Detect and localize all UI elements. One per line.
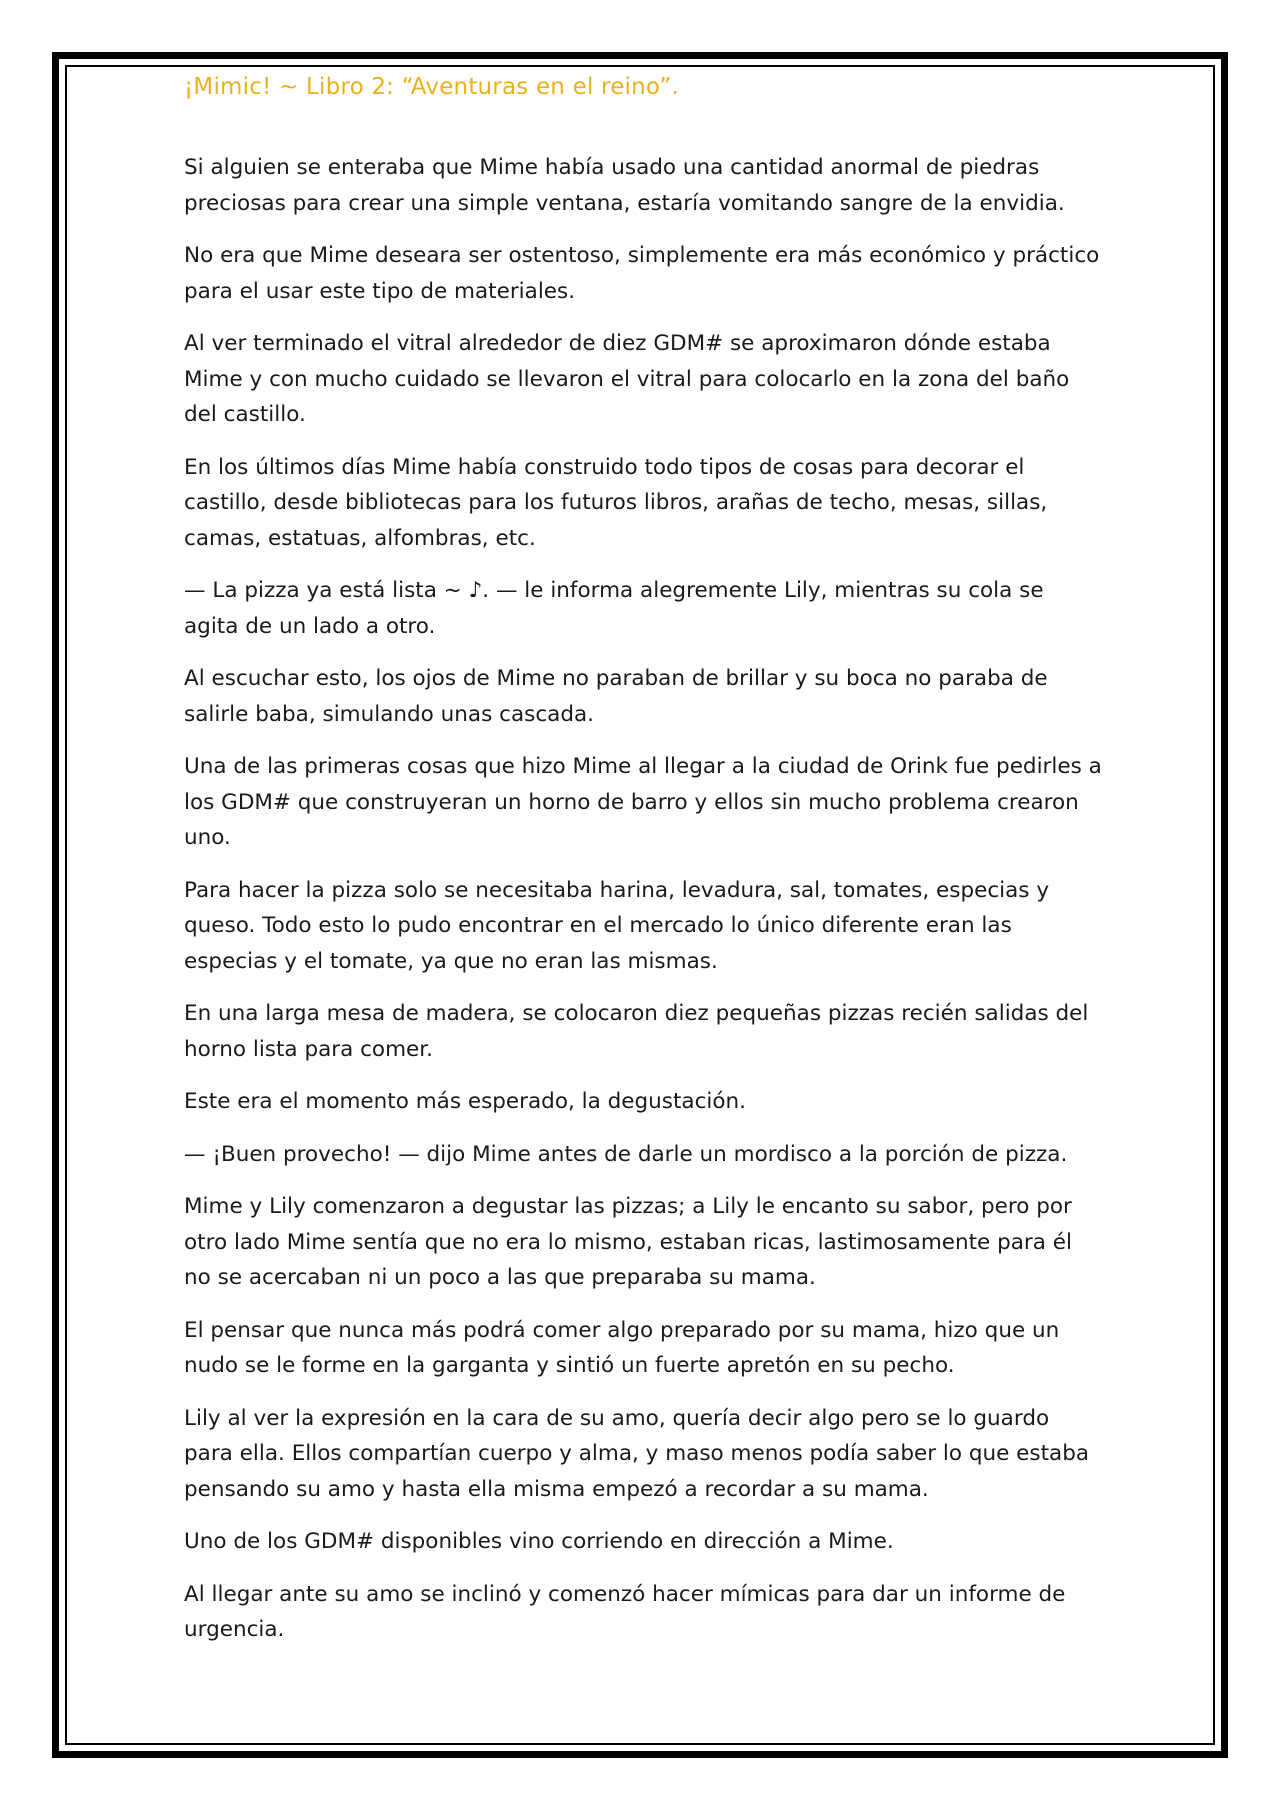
document-body xyxy=(184,150,1104,1665)
book-header-title: ¡Mimic! ~ Libro 2: “Aventuras en el reino”. xyxy=(184,74,679,100)
paragraph: En los últimos días Mime había construido todo tipos de cosas para decorar el castillo, desde bibliotecas para los futuros libros, arañas de techo, mesas, sillas, camas, estatuas, alfombras, etc. xyxy=(184,454,1048,551)
paragraph: Al escuchar esto, los ojos de Mime no paraban de brillar y su boca no paraba de salirle baba, simulando unas cascada. xyxy=(184,666,1048,727)
paragraph: Una de las primeras cosas que hizo Mime al llegar a la ciudad de Orink fue pedirles a los GDM# que construyeran un horno de barro y ellos sin mucho problema crearon uno. xyxy=(184,754,1102,850)
paragraph: Este era el momento más esperado, la degustación. xyxy=(184,1089,746,1114)
paragraph: — La pizza ya está lista ~ ♪. — le informa alegremente Lily, mientras su cola se agita de un lado a otro. xyxy=(184,578,1044,639)
paragraph: Mime y Lily comenzaron a degustar las pizzas; a Lily le encanto su sabor, pero por otro lado Mime sentía que no era lo mismo, estaban ricas, lastimosamente para él no se acercaban ni un poco a las que preparaba su mama. xyxy=(184,1194,1072,1290)
paragraph: Al llegar ante su amo se inclinó y comenzó hacer mímicas para dar un informe de urgencia. xyxy=(184,1581,1066,1642)
paragraph: Para hacer la pizza solo se necesitaba harina, levadura, sal, tomates, especias y queso. Todo esto lo pudo encontrar en el mercado lo único diferente eran las especias y el tomate, ya que no eran las mismas. xyxy=(184,877,1050,974)
paragraph: — ¡Buen provecho! — dijo Mime antes de darle un mordisco a la porción de pizza. xyxy=(184,1141,1068,1167)
paragraph: En una larga mesa de madera, se colocaron diez pequeñas pizzas recién salidas del horno lista para comer. xyxy=(184,1001,1089,1062)
paragraph: Si alguien se enteraba que Mime había usado una cantidad anormal de piedras preciosas para crear una simple ventana, estaría vomitando sangre de la envidia. xyxy=(184,155,1065,216)
paragraph: El pensar que nunca más podrá comer algo preparado por su mama, hizo que un nudo se le forme en la garganta y sintió un fuerte apretón en su pecho. xyxy=(184,1317,1060,1378)
paragraph: Uno de los GDM# disponibles vino corriendo en dirección a Mime. xyxy=(184,1529,894,1554)
paragraph: Al ver terminado el vitral alrededor de diez GDM# se aproximaron dónde estaba Mime y con mucho cuidado se llevaron el vitral para colocarlo en la zona del baño del castillo. xyxy=(184,331,1070,427)
paragraph: Lily al ver la expresión en la cara de su amo, quería decir algo pero se lo guardo para ella. Ellos compartían cuerpo y alma, y maso menos podía saber lo que estaba pensando su amo y hasta ella misma empezó a recordar a su mama. xyxy=(184,1405,1090,1502)
paragraph: No era que Mime deseara ser ostentoso, simplemente era más económico y práctico para el usar este tipo de materiales. xyxy=(184,243,1100,304)
